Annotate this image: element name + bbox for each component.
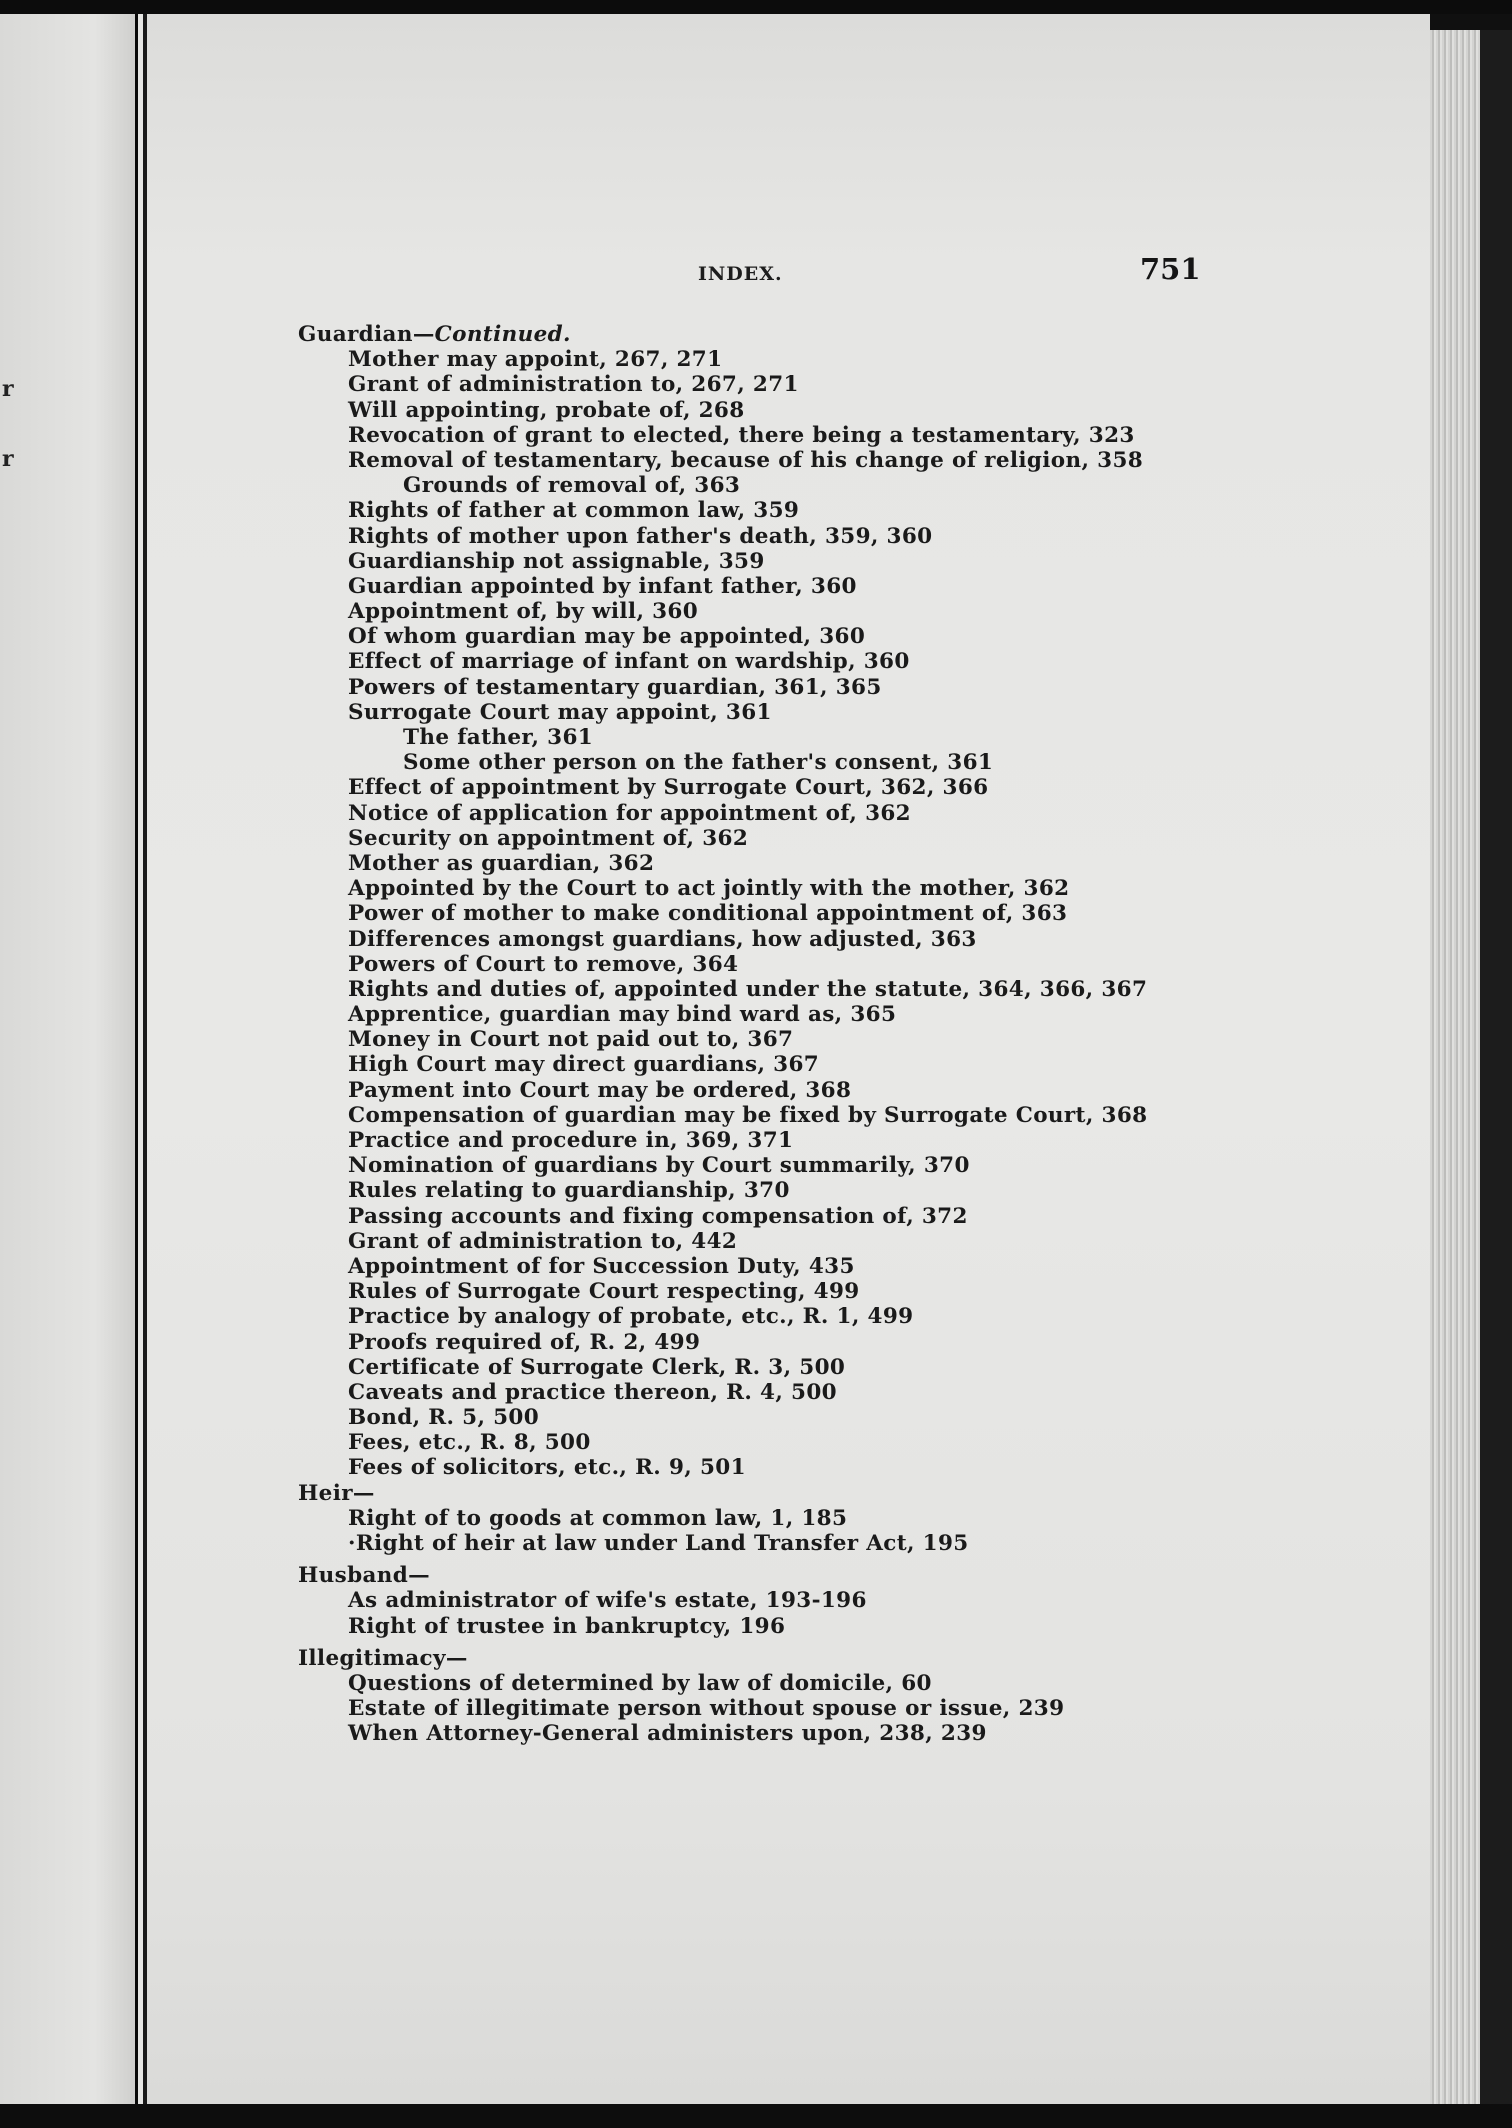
index-subentry: Practice and procedure in, 369, 371 xyxy=(348,1128,794,1153)
index-subentry: Appointment of for Succession Duty, 435 xyxy=(348,1253,855,1279)
index-subentry: Certificate of Surrogate Clerk, R. 3, 500 xyxy=(348,1354,846,1380)
index-subentry: ·Right of heir at law under Land Transfer Act, 195 xyxy=(348,1531,969,1556)
index-subentry: Powers of Court to remove, 364 xyxy=(348,951,739,977)
index-subentry: Rules relating to guardianship, 370 xyxy=(348,1178,790,1204)
index-subentry: Fees of solicitors, etc., R. 9, 501 xyxy=(348,1455,746,1481)
index-heading xyxy=(298,322,1308,347)
index-subentry: Apprentice, guardian may bind ward as, 365 xyxy=(348,1002,897,1028)
index-subentry: Removal of testamentary, because of his change of religion, 358 xyxy=(348,447,1144,473)
index-subentry: Appointed by the Court to act jointly with the mother, 362 xyxy=(348,876,1070,902)
index-subentry: Differences amongst guardians, how adjusted, 363 xyxy=(348,926,977,952)
index-heading-continued: Continued. xyxy=(434,322,571,347)
book-gutter xyxy=(135,14,147,2104)
index-subentry: Practice by analogy of probate, etc., R. 1, 499 xyxy=(348,1304,914,1330)
index-subentry: Effect of appointment by Surrogate Court, 362, 366 xyxy=(348,775,989,801)
index-subentry: Right of trustee in bankruptcy, 196 xyxy=(348,1613,786,1639)
index-subsubentry: The father, 361 xyxy=(403,725,594,750)
facing-page-fragment: r xyxy=(2,376,14,402)
index-subentry: Caveats and practice thereon, R. 4, 500 xyxy=(348,1379,837,1405)
running-head: INDEX. xyxy=(698,263,783,285)
index-subentry: Bond, R. 5, 500 xyxy=(348,1405,540,1431)
index-subsubentry: Grounds of removal of, 363 xyxy=(403,473,741,499)
index-subentry: Surrogate Court may appoint, 361 xyxy=(348,699,772,725)
scan-border-bottom xyxy=(0,2104,1512,2128)
index-subentry: Guardian appointed by infant father, 360 xyxy=(348,573,857,599)
index-subentry: When Attorney-General administers upon, 238, 239 xyxy=(348,1721,987,1747)
index-heading xyxy=(298,1563,1308,1588)
index-heading-word: Heir— xyxy=(298,1480,375,1506)
facing-page-edge xyxy=(0,14,135,2104)
index-heading-word: Husband— xyxy=(298,1563,430,1589)
index-subentry: Grant of administration to, 442 xyxy=(348,1228,738,1254)
index-subentry: Proofs required of, R. 2, 499 xyxy=(348,1329,701,1355)
index-subentry: Payment into Court may be ordered, 368 xyxy=(348,1077,852,1103)
index-subentry: Questions of determined by law of domicile, 60 xyxy=(348,1670,932,1696)
index-subentry: Compensation of guardian may be fixed by Surrogate Court, 368 xyxy=(348,1102,1148,1128)
page-stack-edge xyxy=(1430,30,1480,2104)
scan-border-right xyxy=(1480,30,1512,2104)
index-subentry: Mother may appoint, 267, 271 xyxy=(348,347,723,373)
index-subentry: Effect of marriage of infant on wardship, 360 xyxy=(348,649,910,675)
index-subsubentry: Some other person on the father's consent, 361 xyxy=(403,750,994,776)
index-subentry: Fees, etc., R. 8, 500 xyxy=(348,1430,591,1456)
index-subentry: Nomination of guardians by Court summarily, 370 xyxy=(348,1153,970,1179)
index-subentry: Powers of testamentary guardian, 361, 365 xyxy=(348,674,882,700)
index-subentry: Grant of administration to, 267, 271 xyxy=(348,372,799,398)
facing-page-fragment: r xyxy=(2,446,14,472)
index-subentry: Notice of application for appointment of, 362 xyxy=(348,800,911,826)
index-subentry: Rights of father at common law, 359 xyxy=(348,498,800,524)
index-subentry: Mother as guardian, 362 xyxy=(348,850,655,876)
index-entries xyxy=(298,322,1308,1747)
index-subentry: Money in Court not paid out to, 367 xyxy=(348,1027,794,1053)
index-subentry: Appointment of, by will, 360 xyxy=(348,599,699,625)
index-subentry: Of whom guardian may be appointed, 360 xyxy=(348,624,866,650)
index-subentry: As administrator of wife's estate, 193-196 xyxy=(348,1588,867,1614)
index-subentry: Right of to goods at common law, 1, 185 xyxy=(348,1505,848,1531)
index-subentry: Security on appointment of, 362 xyxy=(348,825,749,851)
index-subentry: Estate of illegitimate person without spouse or issue, 239 xyxy=(348,1696,1065,1722)
index-subentry: Power of mother to make conditional appointment of, 363 xyxy=(348,901,1068,927)
index-heading-word: Guardian— xyxy=(298,322,435,347)
index-subentry: High Court may direct guardians, 367 xyxy=(348,1052,820,1078)
index-heading xyxy=(298,1646,1308,1671)
index-subentry: Passing accounts and fixing compensation of, 372 xyxy=(348,1203,968,1229)
index-subentry: Revocation of grant to elected, there being a testamentary, 323 xyxy=(348,422,1135,448)
index-subentry: Will appointing, probate of, 268 xyxy=(348,397,745,423)
index-heading-word: Illegitimacy— xyxy=(298,1645,468,1671)
index-heading xyxy=(298,1481,1308,1506)
index-subentry: Guardianship not assignable, 359 xyxy=(348,548,765,574)
index-subentry: Rights and duties of, appointed under the statute, 364, 366, 367 xyxy=(348,976,1148,1002)
page-number: 751 xyxy=(1140,252,1201,286)
index-subentry: Rules of Surrogate Court respecting, 499 xyxy=(348,1279,860,1305)
scan-border-top xyxy=(0,0,1512,14)
index-subentry: Rights of mother upon father's death, 359, 360 xyxy=(348,523,933,549)
